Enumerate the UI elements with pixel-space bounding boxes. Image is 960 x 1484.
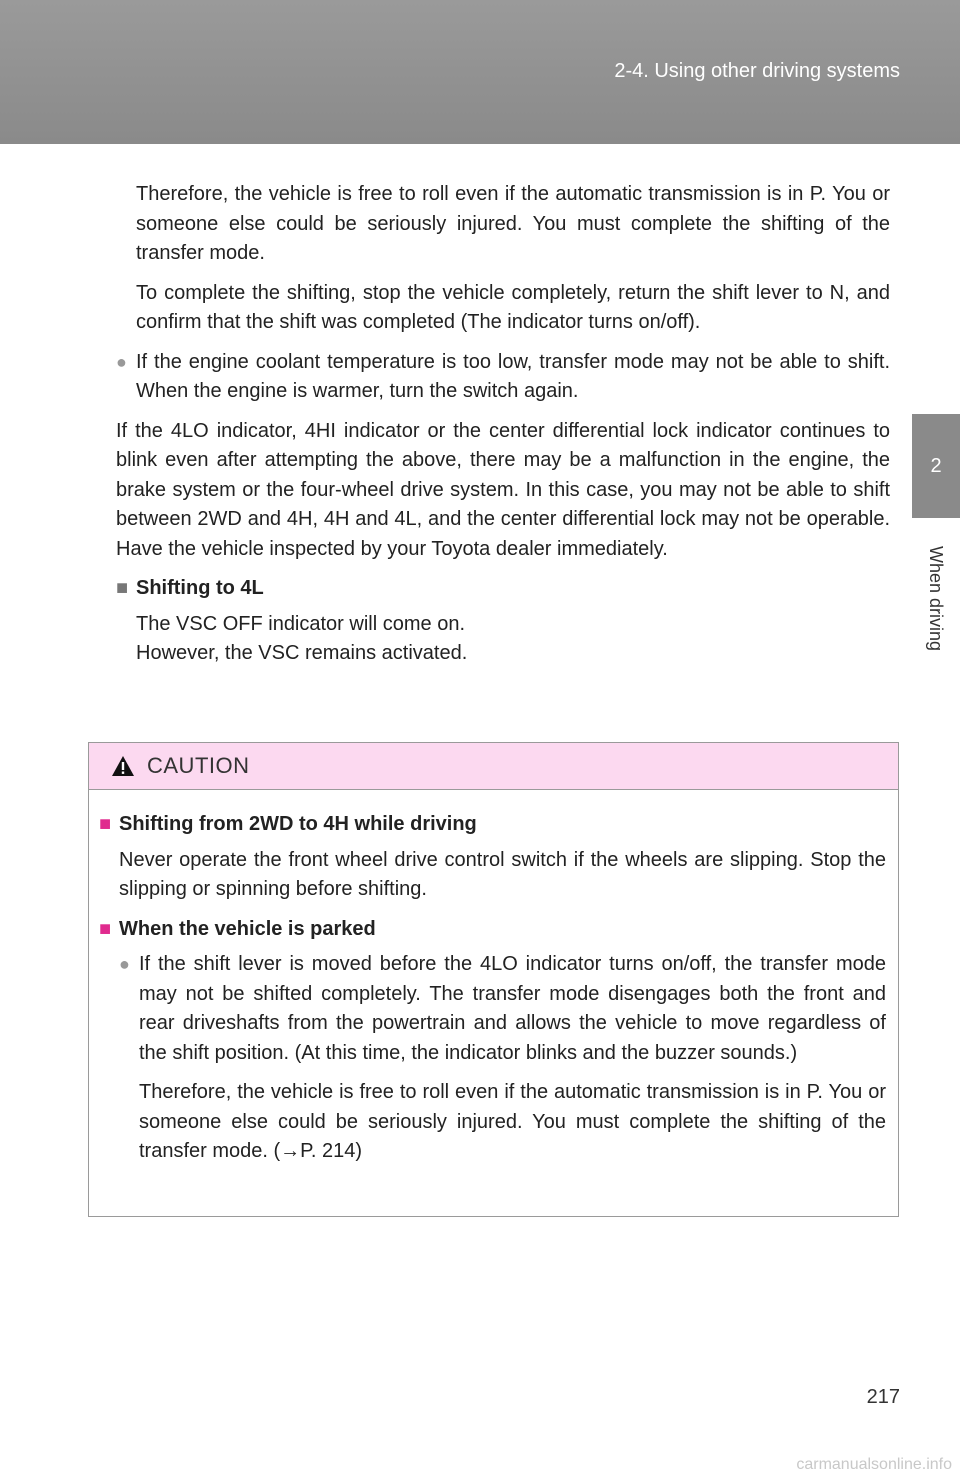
caution-heading (99, 915, 886, 945)
page-header (0, 0, 960, 144)
chapter-label (912, 518, 960, 678)
chapter-number: 2 (930, 454, 942, 477)
warning-triangle-icon (111, 755, 135, 777)
heading-text: Shifting from 2WD to 4H while driving (119, 813, 477, 835)
square-bullet-icon: ■ (116, 577, 129, 599)
caution-heading (99, 810, 886, 840)
bullet-text: If the shift lever is moved before the 4LO indicator turns on/off, the transfer mode may not be shifted completely. The transfer mode disengages both the front and rear driveshafts from the powertrain and allows the vehicle to move regardless of the shift position. (At this time, the indicator blinks and the buzzer sounds.) (139, 953, 886, 1064)
bullet-icon: ● (119, 954, 130, 974)
page-number: 217 (866, 1386, 900, 1408)
paragraph: Therefore, the vehicle is free to roll even if the automatic transmission is in P. You or someone else could be seriously injured. You must complete the shifting of the transfer mode. (136, 183, 890, 264)
caution-paragraph: Therefore, the vehicle is free to roll even if the automatic transmission is in P. You or someone else could be seriously injured. You must complete the shifting of the transfer mode. (→P. 214) (139, 1081, 886, 1162)
caution-title: CAUTION (147, 753, 250, 778)
paragraph: If the 4LO indicator, 4HI indicator or the center differential lock indicator continues to blink even after attempting the above, there may be a malfunction in the engine, the brake system or the four-wheel drive system. In this case, you may not be able to shift between 2WD and 4H, 4H and 4L, and the center differential lock may not be operable. Have the vehicle inspected by your Toyota dealer immediately. (116, 419, 890, 560)
section-heading (116, 574, 890, 604)
paragraph: The VSC OFF indicator will come on. (136, 612, 465, 635)
bullet-text: If the engine coolant temperature is too low, transfer mode may not be able to shift. When the engine is warmer, turn the switch again. (136, 350, 890, 402)
caution-body (89, 790, 898, 1167)
watermark: carmanualsonline.info (796, 1456, 952, 1473)
chapter-tab (912, 414, 960, 518)
heading-text: Shifting to 4L (136, 577, 264, 599)
section-title: 2-4. Using other driving systems (614, 60, 900, 82)
bullet-icon: ● (116, 351, 127, 372)
chapter-label-text: When driving (926, 545, 947, 651)
heading-text: When the vehicle is parked (119, 917, 376, 940)
caution-box (88, 742, 899, 1217)
square-bullet-icon: ■ (99, 917, 112, 940)
main-content (116, 180, 890, 669)
square-bullet-icon: ■ (99, 813, 112, 835)
paragraph: However, the VSC remains activated. (136, 642, 468, 664)
bullet-item (116, 348, 890, 407)
caution-header (89, 743, 898, 790)
paragraph: To complete the shifting, stop the vehicle completely, return the shift lever to N, and confirm that the shift was completed (The indicator turns on/off). (136, 281, 890, 333)
caution-bullet-item (119, 950, 886, 1068)
caution-paragraph: Never operate the front wheel drive control switch if the wheels are slipping. Stop the slipping or spinning before shifting. (119, 848, 886, 900)
